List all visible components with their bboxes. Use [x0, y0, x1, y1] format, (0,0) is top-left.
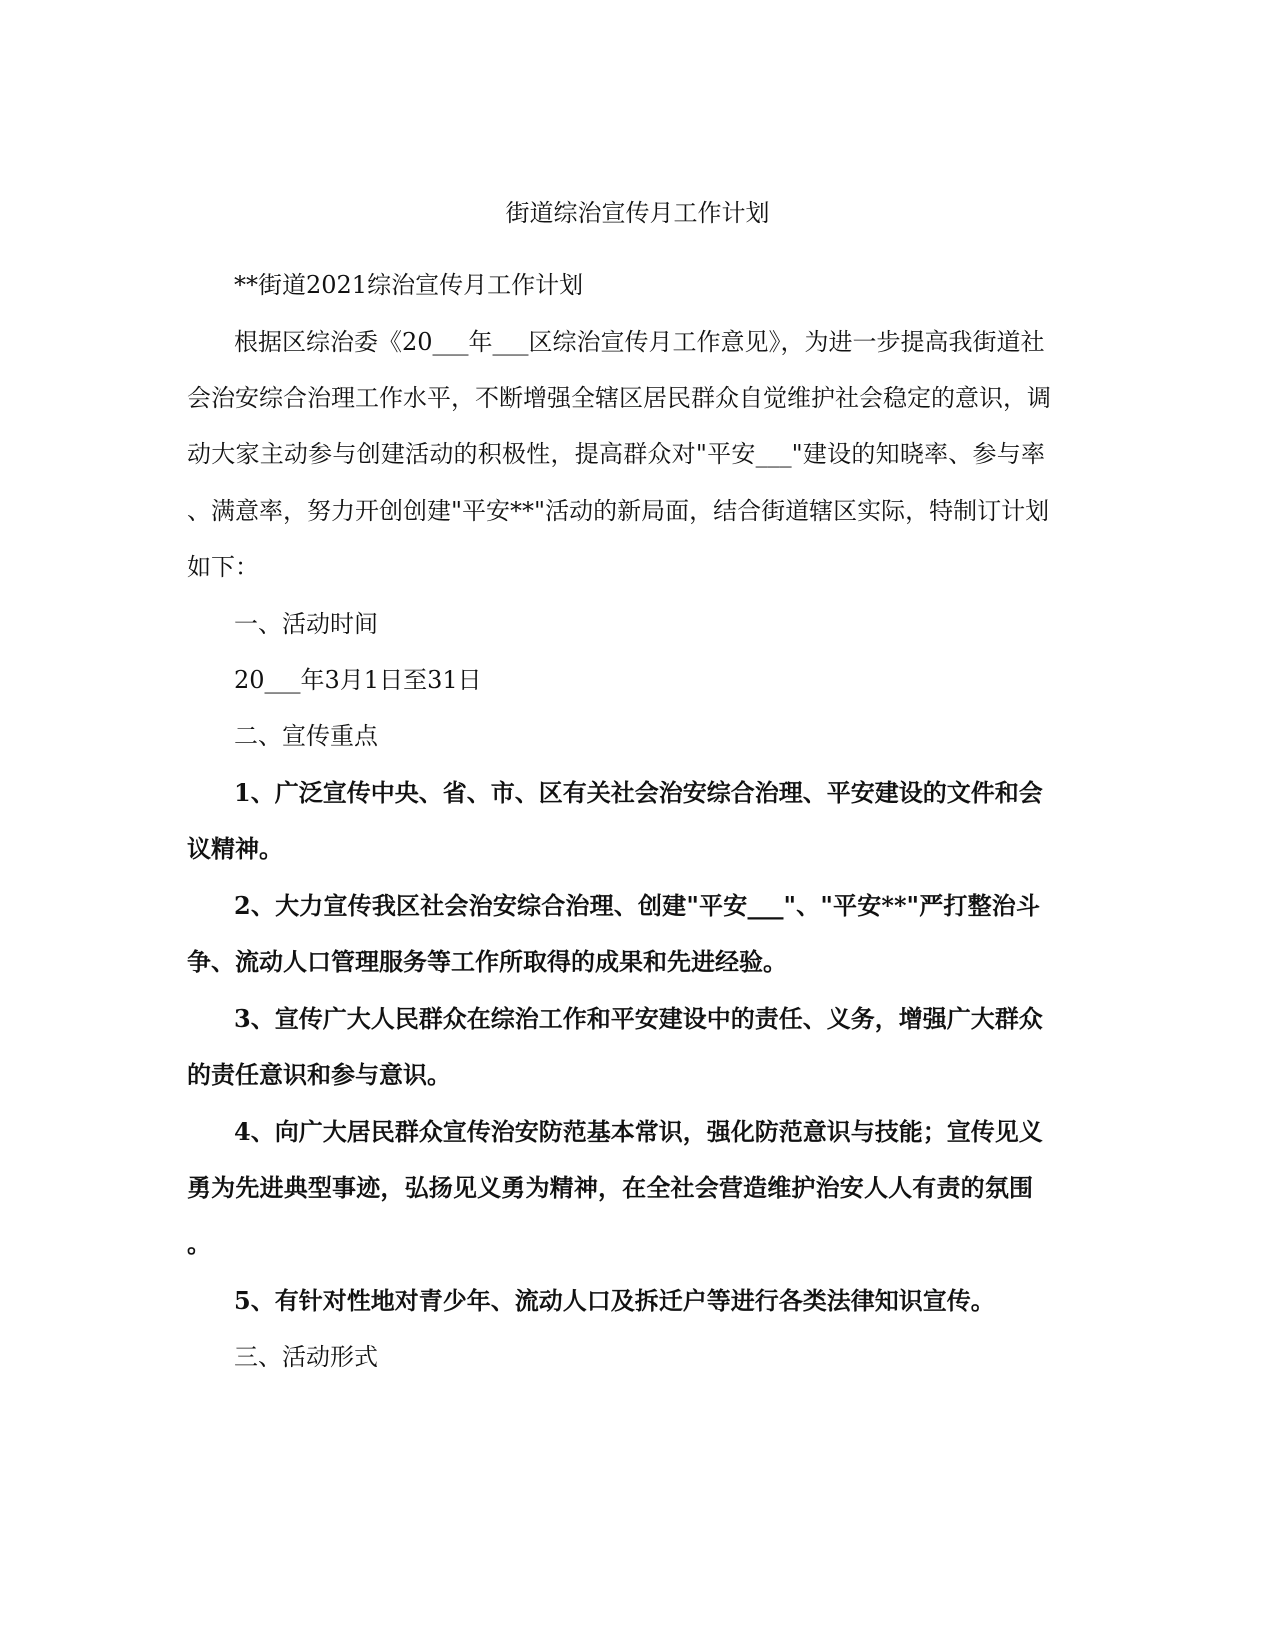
item4-line-3: 。: [187, 1229, 211, 1258]
intro-line-2: 会治安综合治理工作水平，不断增强全辖区居民群众自觉维护社会稳定的意识，调: [187, 384, 1051, 412]
item4-line-2: 勇为先进典型事迹，弘扬见义勇为精神，在全社会营造维护治安人人有责的氛围: [187, 1173, 1033, 1202]
intro-line-1: 根据区综治委《20___年___区综治宣传月工作意见》，为进一步提高我街道社: [234, 328, 1045, 356]
intro-line-4: 、满意率，努力开创创建"平安**"活动的新局面，结合街道辖区实际，特制订计划: [187, 497, 1050, 525]
document-title: 街道综治宣传月工作计划: [505, 199, 770, 227]
item3-line-1: 3、宣传广大人民群众在综治工作和平安建设中的责任、义务，增强广大群众: [234, 1004, 1043, 1033]
item3-line-2: 的责任意识和参与意识。: [187, 1060, 451, 1089]
section1-text: 20___年3月1日至31日: [234, 666, 482, 694]
document-subtitle: **街道2021综治宣传月工作计划: [234, 271, 584, 299]
item2-line-1: 2、大力宣传我区社会治安综合治理、创建"平安___"、"平安**"严打整治斗: [234, 891, 1040, 920]
intro-line-3: 动大家主动参与创建活动的积极性，提高群众对"平安___"建设的知晓率、参与率: [187, 440, 1045, 468]
item1-line-2: 议精神。: [187, 834, 283, 863]
item1-line-1: 1、广泛宣传中央、省、市、区有关社会治安综合治理、平安建设的文件和会: [234, 778, 1043, 807]
item2-line-2: 争、流动人口管理服务等工作所取得的成果和先进经验。: [187, 947, 787, 976]
item5-line: 5、有针对性地对青少年、流动人口及拆迁户等进行各类法律知识宣传。: [234, 1286, 995, 1315]
section1-heading: 一、活动时间: [234, 610, 378, 638]
section3-heading: 三、活动形式: [234, 1343, 378, 1371]
item4-line-1: 4、向广大居民群众宣传治安防范基本常识，强化防范意识与技能；宣传见义: [234, 1117, 1043, 1146]
section2-heading: 二、宣传重点: [234, 722, 378, 750]
intro-line-5: 如下：: [187, 553, 259, 581]
